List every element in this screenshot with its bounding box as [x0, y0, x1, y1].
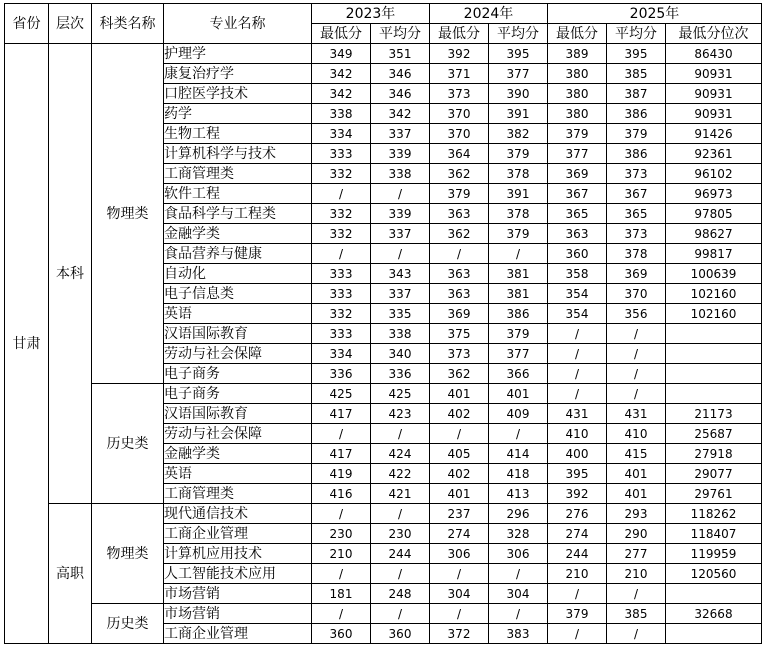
2023-avg-score-cell: 421	[371, 484, 430, 504]
2025-min-rank-cell: 118407	[666, 524, 762, 544]
2024-avg-score-cell: 377	[489, 64, 548, 84]
2024-avg-score-cell: 306	[489, 544, 548, 564]
2024-avg-score-cell: 418	[489, 464, 548, 484]
2023-min-score-cell: 181	[312, 584, 371, 604]
2024-avg-score-cell: /	[489, 604, 548, 624]
2023-min-score-cell: /	[312, 604, 371, 624]
2023-min-score-cell: /	[312, 504, 371, 524]
major-name-cell: 护理学	[164, 44, 312, 64]
2024-min-score-cell: 362	[430, 224, 489, 244]
2023-avg-score-cell: 248	[371, 584, 430, 604]
2024-min-score-cell: 401	[430, 484, 489, 504]
header-2024-min-score: 最低分	[430, 24, 489, 44]
2023-avg-score-cell: 425	[371, 384, 430, 404]
2025-avg-score-cell: 386	[607, 144, 666, 164]
header-year-2023: 2023年	[312, 4, 430, 24]
2025-min-rank-cell: 91426	[666, 124, 762, 144]
2024-min-score-cell: /	[430, 244, 489, 264]
2025-avg-score-cell: 210	[607, 564, 666, 584]
2025-min-score-cell: /	[548, 344, 607, 364]
table-body	[5, 44, 762, 644]
2025-min-rank-cell: 29761	[666, 484, 762, 504]
major-name-cell: 金融学类	[164, 224, 312, 244]
2025-min-rank-cell	[666, 384, 762, 404]
2023-min-score-cell: 342	[312, 84, 371, 104]
2023-avg-score-cell: 342	[371, 104, 430, 124]
2024-min-score-cell: 363	[430, 204, 489, 224]
2025-min-score-cell: 377	[548, 144, 607, 164]
2023-min-score-cell: 332	[312, 224, 371, 244]
2024-avg-score-cell: 409	[489, 404, 548, 424]
2024-min-score-cell: /	[430, 564, 489, 584]
table-row	[5, 44, 762, 64]
major-name-cell: 食品科学与工程类	[164, 204, 312, 224]
table-row	[5, 504, 762, 524]
2025-min-score-cell: 358	[548, 264, 607, 284]
2025-min-rank-cell: 120560	[666, 564, 762, 584]
2024-avg-score-cell: 378	[489, 204, 548, 224]
major-name-cell: 工商企业管理	[164, 524, 312, 544]
2023-avg-score-cell: 337	[371, 284, 430, 304]
major-name-cell: 工商管理类	[164, 164, 312, 184]
2024-avg-score-cell: 382	[489, 124, 548, 144]
2024-min-score-cell: 306	[430, 544, 489, 564]
2025-min-score-cell: /	[548, 584, 607, 604]
2024-min-score-cell: 392	[430, 44, 489, 64]
2025-avg-score-cell: /	[607, 344, 666, 364]
2023-avg-score-cell: 424	[371, 444, 430, 464]
2024-avg-score-cell: 401	[489, 384, 548, 404]
category-cell: 历史类	[92, 604, 164, 644]
2023-avg-score-cell: 351	[371, 44, 430, 64]
table-row	[5, 384, 762, 404]
level-cell: 高职	[49, 504, 92, 644]
2025-min-score-cell: 379	[548, 604, 607, 624]
2024-avg-score-cell: 381	[489, 284, 548, 304]
2023-min-score-cell: 230	[312, 524, 371, 544]
2024-min-score-cell: 373	[430, 344, 489, 364]
2025-min-score-cell: 395	[548, 464, 607, 484]
2025-avg-score-cell: 356	[607, 304, 666, 324]
2025-min-score-cell: 380	[548, 84, 607, 104]
major-name-cell: 市场营销	[164, 604, 312, 624]
2025-avg-score-cell: 293	[607, 504, 666, 524]
major-name-cell: 汉语国际教育	[164, 324, 312, 344]
table-row	[5, 604, 762, 624]
2025-min-rank-cell: 27918	[666, 444, 762, 464]
2025-min-rank-cell: 86430	[666, 44, 762, 64]
header-2025-min-rank: 最低分位次	[666, 24, 762, 44]
2024-min-score-cell: 379	[430, 184, 489, 204]
major-name-cell: 口腔医学技术	[164, 84, 312, 104]
2024-min-score-cell: 372	[430, 624, 489, 644]
major-name-cell: 食品营养与健康	[164, 244, 312, 264]
2023-min-score-cell: /	[312, 424, 371, 444]
header-level: 层次	[49, 4, 92, 44]
2025-min-score-cell: /	[548, 324, 607, 344]
header-2025-min-score: 最低分	[548, 24, 607, 44]
2025-avg-score-cell: 401	[607, 484, 666, 504]
2023-min-score-cell: 333	[312, 284, 371, 304]
2024-min-score-cell: 363	[430, 264, 489, 284]
2025-avg-score-cell: 373	[607, 164, 666, 184]
2024-min-score-cell: 363	[430, 284, 489, 304]
2025-avg-score-cell: /	[607, 584, 666, 604]
2025-min-rank-cell: 96102	[666, 164, 762, 184]
2023-min-score-cell: 336	[312, 364, 371, 384]
category-cell: 物理类	[92, 504, 164, 604]
2025-min-rank-cell: 102160	[666, 304, 762, 324]
2023-min-score-cell: 333	[312, 324, 371, 344]
2025-min-score-cell: 276	[548, 504, 607, 524]
2024-min-score-cell: /	[430, 424, 489, 444]
2024-avg-score-cell: 296	[489, 504, 548, 524]
2025-min-rank-cell	[666, 584, 762, 604]
2024-min-score-cell: 371	[430, 64, 489, 84]
2023-avg-score-cell: 346	[371, 84, 430, 104]
2025-min-rank-cell: 99817	[666, 244, 762, 264]
2024-min-score-cell: 375	[430, 324, 489, 344]
2024-min-score-cell: 237	[430, 504, 489, 524]
header-2023-min-score: 最低分	[312, 24, 371, 44]
major-name-cell: 英语	[164, 464, 312, 484]
2023-min-score-cell: 333	[312, 264, 371, 284]
2023-avg-score-cell: /	[371, 244, 430, 264]
header-2025-avg-score: 平均分	[607, 24, 666, 44]
major-name-cell: 电子信息类	[164, 284, 312, 304]
major-name-cell: 生物工程	[164, 124, 312, 144]
2023-avg-score-cell: 338	[371, 164, 430, 184]
2024-avg-score-cell: 386	[489, 304, 548, 324]
2025-avg-score-cell: /	[607, 624, 666, 644]
2024-avg-score-cell: 414	[489, 444, 548, 464]
2023-min-score-cell: 210	[312, 544, 371, 564]
2024-avg-score-cell: 391	[489, 104, 548, 124]
2025-avg-score-cell: 370	[607, 284, 666, 304]
2025-min-score-cell: 365	[548, 204, 607, 224]
2025-min-score-cell: 410	[548, 424, 607, 444]
2025-avg-score-cell: 373	[607, 224, 666, 244]
2023-min-score-cell: 417	[312, 444, 371, 464]
2023-min-score-cell: 332	[312, 204, 371, 224]
admission-score-table	[4, 3, 762, 644]
2023-min-score-cell: 416	[312, 484, 371, 504]
header-major: 专业名称	[164, 4, 312, 44]
2024-min-score-cell: 370	[430, 104, 489, 124]
major-name-cell: 人工智能技术应用	[164, 564, 312, 584]
2025-min-score-cell: 354	[548, 304, 607, 324]
2024-avg-score-cell: /	[489, 244, 548, 264]
2025-avg-score-cell: 410	[607, 424, 666, 444]
2025-min-rank-cell: 90931	[666, 104, 762, 124]
2023-min-score-cell: 334	[312, 124, 371, 144]
2025-min-rank-cell: 97805	[666, 204, 762, 224]
2025-min-rank-cell: 25687	[666, 424, 762, 444]
category-cell: 物理类	[92, 44, 164, 384]
2025-avg-score-cell: 369	[607, 264, 666, 284]
2024-min-score-cell: 401	[430, 384, 489, 404]
2025-min-score-cell: 367	[548, 184, 607, 204]
2023-avg-score-cell: /	[371, 424, 430, 444]
2024-avg-score-cell: 383	[489, 624, 548, 644]
2023-min-score-cell: 349	[312, 44, 371, 64]
province-cell: 甘肃	[5, 44, 49, 644]
major-name-cell: 自动化	[164, 264, 312, 284]
2024-avg-score-cell: 366	[489, 364, 548, 384]
2025-avg-score-cell: 385	[607, 64, 666, 84]
2025-min-score-cell: 380	[548, 64, 607, 84]
2025-min-score-cell: /	[548, 624, 607, 644]
2025-min-rank-cell: 118262	[666, 504, 762, 524]
2024-min-score-cell: 402	[430, 404, 489, 424]
major-name-cell: 金融学类	[164, 444, 312, 464]
2024-avg-score-cell: 377	[489, 344, 548, 364]
2024-avg-score-cell: 379	[489, 324, 548, 344]
2024-avg-score-cell: /	[489, 564, 548, 584]
2024-min-score-cell: 362	[430, 164, 489, 184]
2024-avg-score-cell: 391	[489, 184, 548, 204]
2024-min-score-cell: 402	[430, 464, 489, 484]
2023-avg-score-cell: /	[371, 604, 430, 624]
2025-min-score-cell: 210	[548, 564, 607, 584]
major-name-cell: 药学	[164, 104, 312, 124]
2024-min-score-cell: /	[430, 604, 489, 624]
header-year-2024: 2024年	[430, 4, 548, 24]
2025-avg-score-cell: 290	[607, 524, 666, 544]
2024-min-score-cell: 373	[430, 84, 489, 104]
major-name-cell: 工商企业管理	[164, 624, 312, 644]
2024-avg-score-cell: 304	[489, 584, 548, 604]
2024-avg-score-cell: 381	[489, 264, 548, 284]
2025-min-score-cell: 389	[548, 44, 607, 64]
2023-min-score-cell: /	[312, 564, 371, 584]
major-name-cell: 劳动与社会保障	[164, 344, 312, 364]
2025-min-score-cell: 360	[548, 244, 607, 264]
2025-min-score-cell: /	[548, 364, 607, 384]
2023-avg-score-cell: 336	[371, 364, 430, 384]
2025-min-rank-cell	[666, 324, 762, 344]
2025-min-rank-cell: 98627	[666, 224, 762, 244]
2025-avg-score-cell: /	[607, 324, 666, 344]
major-name-cell: 电子商务	[164, 364, 312, 384]
2024-min-score-cell: 405	[430, 444, 489, 464]
2025-avg-score-cell: 379	[607, 124, 666, 144]
2025-avg-score-cell: 365	[607, 204, 666, 224]
2023-avg-score-cell: /	[371, 564, 430, 584]
2023-avg-score-cell: 346	[371, 64, 430, 84]
2023-min-score-cell: 342	[312, 64, 371, 84]
2023-avg-score-cell: 339	[371, 144, 430, 164]
major-name-cell: 劳动与社会保障	[164, 424, 312, 444]
2025-min-rank-cell: 90931	[666, 64, 762, 84]
2023-avg-score-cell: 340	[371, 344, 430, 364]
2023-avg-score-cell: 360	[371, 624, 430, 644]
2025-avg-score-cell: 367	[607, 184, 666, 204]
2024-min-score-cell: 370	[430, 124, 489, 144]
2023-min-score-cell: /	[312, 184, 371, 204]
2025-avg-score-cell: 401	[607, 464, 666, 484]
2024-avg-score-cell: 328	[489, 524, 548, 544]
2025-min-rank-cell	[666, 344, 762, 364]
2024-avg-score-cell: 379	[489, 224, 548, 244]
major-name-cell: 现代通信技术	[164, 504, 312, 524]
major-name-cell: 康复治疗学	[164, 64, 312, 84]
2024-min-score-cell: 362	[430, 364, 489, 384]
2024-avg-score-cell: 395	[489, 44, 548, 64]
2024-min-score-cell: 364	[430, 144, 489, 164]
major-name-cell: 英语	[164, 304, 312, 324]
2025-min-score-cell: 354	[548, 284, 607, 304]
2025-avg-score-cell: 395	[607, 44, 666, 64]
header-2023-avg-score: 平均分	[371, 24, 430, 44]
2023-avg-score-cell: 343	[371, 264, 430, 284]
2023-min-score-cell: 332	[312, 164, 371, 184]
2025-min-score-cell: 400	[548, 444, 607, 464]
2023-min-score-cell: 332	[312, 304, 371, 324]
2023-avg-score-cell: 423	[371, 404, 430, 424]
2023-avg-score-cell: /	[371, 184, 430, 204]
2025-avg-score-cell: 387	[607, 84, 666, 104]
2023-avg-score-cell: 422	[371, 464, 430, 484]
2024-min-score-cell: 274	[430, 524, 489, 544]
2024-avg-score-cell: 378	[489, 164, 548, 184]
2023-min-score-cell: 333	[312, 144, 371, 164]
2025-avg-score-cell: /	[607, 364, 666, 384]
major-name-cell: 工商管理类	[164, 484, 312, 504]
2025-min-score-cell: 431	[548, 404, 607, 424]
2025-avg-score-cell: 386	[607, 104, 666, 124]
2025-avg-score-cell: 277	[607, 544, 666, 564]
2025-avg-score-cell: 378	[607, 244, 666, 264]
2023-avg-score-cell: 339	[371, 204, 430, 224]
2025-min-rank-cell: 100639	[666, 264, 762, 284]
2025-min-rank-cell: 32668	[666, 604, 762, 624]
level-cell: 本科	[49, 44, 92, 504]
2024-avg-score-cell: 413	[489, 484, 548, 504]
2024-min-score-cell: 304	[430, 584, 489, 604]
2023-min-score-cell: 334	[312, 344, 371, 364]
2023-avg-score-cell: 230	[371, 524, 430, 544]
2023-min-score-cell: 417	[312, 404, 371, 424]
2023-min-score-cell: 425	[312, 384, 371, 404]
header-2024-avg-score: 平均分	[489, 24, 548, 44]
header-province: 省份	[5, 4, 49, 44]
2023-avg-score-cell: 338	[371, 324, 430, 344]
2025-min-rank-cell: 102160	[666, 284, 762, 304]
2025-min-score-cell: 244	[548, 544, 607, 564]
2023-avg-score-cell: 244	[371, 544, 430, 564]
2025-min-rank-cell: 119959	[666, 544, 762, 564]
2024-avg-score-cell: 379	[489, 144, 548, 164]
2023-avg-score-cell: 335	[371, 304, 430, 324]
major-name-cell: 计算机应用技术	[164, 544, 312, 564]
2023-min-score-cell: 419	[312, 464, 371, 484]
2025-min-rank-cell: 96973	[666, 184, 762, 204]
category-cell: 历史类	[92, 384, 164, 504]
2025-avg-score-cell: 415	[607, 444, 666, 464]
2025-min-score-cell: 274	[548, 524, 607, 544]
header-category: 科类名称	[92, 4, 164, 44]
2025-min-score-cell: 369	[548, 164, 607, 184]
2025-min-score-cell: 392	[548, 484, 607, 504]
major-name-cell: 计算机科学与技术	[164, 144, 312, 164]
2025-min-rank-cell	[666, 624, 762, 644]
2023-min-score-cell: 360	[312, 624, 371, 644]
major-name-cell: 市场营销	[164, 584, 312, 604]
2024-min-score-cell: 369	[430, 304, 489, 324]
2024-avg-score-cell: 390	[489, 84, 548, 104]
2025-avg-score-cell: /	[607, 384, 666, 404]
2025-avg-score-cell: 431	[607, 404, 666, 424]
2023-min-score-cell: 338	[312, 104, 371, 124]
2025-min-score-cell: 379	[548, 124, 607, 144]
2025-avg-score-cell: 385	[607, 604, 666, 624]
2023-avg-score-cell: 337	[371, 124, 430, 144]
2025-min-score-cell: 380	[548, 104, 607, 124]
2024-avg-score-cell: /	[489, 424, 548, 444]
2025-min-score-cell: /	[548, 384, 607, 404]
2023-avg-score-cell: /	[371, 504, 430, 524]
2025-min-rank-cell: 92361	[666, 144, 762, 164]
2023-avg-score-cell: 337	[371, 224, 430, 244]
2025-min-rank-cell: 90931	[666, 84, 762, 104]
2025-min-rank-cell	[666, 364, 762, 384]
2023-min-score-cell: /	[312, 244, 371, 264]
major-name-cell: 汉语国际教育	[164, 404, 312, 424]
major-name-cell: 软件工程	[164, 184, 312, 204]
2025-min-rank-cell: 21173	[666, 404, 762, 424]
header-year-2025: 2025年	[548, 4, 762, 24]
major-name-cell: 电子商务	[164, 384, 312, 404]
admission-score-table-wrapper	[4, 3, 762, 644]
2025-min-score-cell: 363	[548, 224, 607, 244]
2025-min-rank-cell: 29077	[666, 464, 762, 484]
